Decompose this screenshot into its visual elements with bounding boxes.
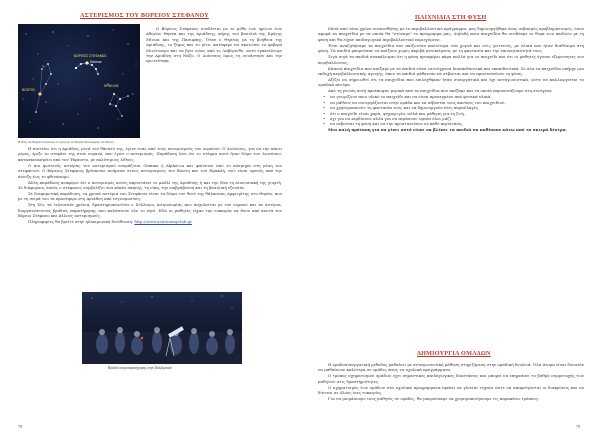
constellation-image — [18, 24, 140, 138]
bold-sentence: Μια καλή πρόταση για να γίνει αυτό είναι να βλέπει τα παιδιά να καθίσουν κάτω από τα σκιερά δέντρα. — [328, 126, 567, 132]
left-page-number: 78 — [18, 424, 23, 429]
info-text: Πληροφορίες θα βρείτε στην ηλεκτρονική διεύθυνση: — [28, 219, 134, 225]
intro-paragraph — [146, 26, 282, 144]
stargazing-caption: Βραδιά αστροπαρατήρησης στην Καλλιμασιά — [108, 366, 172, 370]
bootes-lines — [36, 64, 51, 112]
astronomy-club-link[interactable]: http://www.astronomyclub.gr — [134, 219, 193, 225]
intro-text: Ο Βόρειος Στέφανος συνδέεται με το μύθο των ηρώων των Αθηνών Θησέα και της Αριάδνης, κόρης του βασιλιά της Κρήτης Μίνωα και της Πασιφάης. Όταν ο Θησέας με τη βοήθεια της Αριάδνης, το ξίφος και το μίτο, κατάφερε να σκοτώσει το φοβερό Μινώταυρο και να βγει σώος από το Λαβύρινθο, αυτό εγκατέλειψε την Αριάδνη στη Νάξο. Ο Διόνυσος όμως τη συνάντησε και την ερωτεύτηκε. — [146, 26, 282, 64]
hercules-label: ΗΡΑΚΛΗΣ — [104, 84, 119, 88]
left-paragraph: Άλλη παράδοση αναφέρει ότι ο αστερισμός αυτός παριστάνει το μαλλί της Αριάδνης ή και την ίδια τη Διονυσιακή της γιορτή. Σε διάφορους λαούς ο στέφανος συμβολίζει ένα κύκλο σκηνής, τη νίκη, την επιβράβευση και τη βασιλική εξουσία. — [18, 179, 282, 191]
left-paragraph: Σε διαφορετική παράδοση, τα χρυσά αστέρια του Στεφάνου είναι τα δώρα του θεού της θάλασσας Αμφιτρίτης στο Θησέα, που με τη σειρά του τα προσέφερε στη Αριάδνη από ευγνωμοσύνη. — [18, 191, 282, 202]
right-paragraph: Αξίζει να σημειωθεί ότι τα παιχνίδια που επιλέχθηκαν ήταν συνεργατικά και όχι ανταγωνιστικά, ώστε να καλλιεργείται το ομαδικό πνεύμα. — [318, 77, 584, 88]
team-paragraph: Ο τρόπος σχηματισμού ομάδων έχει σημαντικές παιδαγωγικές διαστάσεις και μπορεί να επηρεάσει το βαθμό συμμετοχής των μαθητών στις δραστηριότητες. — [318, 373, 584, 384]
hercules-lines — [110, 94, 128, 116]
right-body — [318, 26, 584, 345]
left-body — [18, 146, 282, 289]
list-item: • να μάθουν να συνεργάζονται στην ομάδα και να σέβονται τους κανόνες του παιχνιδιού, — [318, 100, 584, 105]
list-item: • να σέβονται τη φύση και να την προστατεύουν σε κάθε περίσταση. — [318, 121, 584, 126]
corona-label: ΒΟΡΕΙΟΣ ΣΤΕΦΑΝΟΣ — [74, 54, 107, 58]
left-paragraph: Η πιστεύω ότι η Αριάδνη, μετά τον θάνατό της, έγινε ένας από τους αστερισμούς του ουρανού. Ο Διόνυσος, για να την κάνει μέρος, έριξε το στεφάνι της στον ουρανό, που έγινε ο αστερισμός. Παράδοση λέει ότι το στέμμα αυτό ήταν δώρο του Διονύσου, κατασκευασμένο από τον Ήφαιστο, με πολύτιμους λίθους. — [18, 146, 282, 162]
list-item: • όχι για να κερδίσουν αλλά για να περάσουν ωραία όλοι μαζί, — [318, 116, 584, 121]
games-goals-list — [318, 94, 584, 126]
bold-paragraph — [318, 127, 584, 132]
list-item: • να χρησιμοποιούν τη φαντασία τους και να δημιουργούν νέες παραλλαγές, — [318, 105, 584, 110]
hercules-stars — [109, 93, 129, 117]
right-paragraph: Έτσι αναζητήσαμε τα παιχνίδια που παίζονταν παλιότερα στα χωριά και στις γειτονιές, με υλικά που ήταν διαθέσιμα στη φύση. Τα παιδιά μπορούσαν να παίξουν χωρίς ακριβά αντικείμενα, με τη φαντασία και την επινοητικότητά τους. — [318, 42, 584, 54]
left-paragraph: Ο πιο φωτεινός αστέρας του αστερισμού ονομάζεται Gemma ή Alphecca και φαίνεται σαν το κόσμημα στη μέση του στεφανιού. Ο Βόρειος Στέφανος βρίσκεται ανάμεσα στους αστερισμούς του Βοώτη και του Ηρακλή, ενώ είναι ορατός από την άνοιξη έως το φθινόπωρο. — [18, 162, 282, 179]
team-creation-body — [318, 362, 584, 422]
right-page-number: 79 — [576, 424, 581, 429]
right-paragraph: Σιγά σιγά τα παιδιά ανακάλυψαν ότι η φύση προσφέρει πάρα πολλά για το παιχνίδι και ότι οι μαθητές έγιναν εξερευνητές του περιβάλλοντος. — [318, 54, 584, 65]
left-paragraph-info — [18, 219, 282, 224]
stargazing-scene — [82, 292, 242, 364]
right-paragraph: Μετά από τόσο χρόνο συναισθήσης με το περιβαλλοντικό πρόγραμμα, μας δημιουργήθηκε ένας σεβασμός προβληματισμός, όσον αφορά τα παιχνίδια με τα οποία θα "ντύναμε" το πρόγραμμα μας. Δηλαδή ποια παιχνίδια θα συνδέαμε το θέμα των παιδιών με τη φύση και θα είχαν παιδαγωγικό περιβαλλοντικό περιεχόμενο. — [318, 26, 584, 42]
right-page — [300, 0, 600, 440]
star-chart — [18, 24, 140, 138]
right-paragraph: Κάποια παιχνίδια που παίξαμε με τα παιδιά είναι ταυτόχρονα διασκεδαστικά και εκπαιδευτικά. Σε όλα τα παιχνίδια υπήρχε μια εκδοχή περιβαλλοντικής αγωγής, όπου τα παιδιά μάθαιναν να σέβονται και να προστατεύουν τη φύση. — [318, 65, 584, 77]
team-paragraph: Η ομαδοσυνεργατική μέθοδος μαθαίνει με ανταγωνιστική μάθηση στηριζόμενη στην ομαδική δουλειά. Όλα άτομα είναι δυνατόν να μαθαίνουν καλύτερα σε ομάδες όπως τα σχολικά προγράμματα. — [318, 362, 584, 373]
bootes-label: ΒΟΩΤΗΣ — [22, 88, 36, 92]
right-page-heading: ΠΑΙΧΝΙΔΙΑ ΣΤΗ ΦΥΣΗ — [415, 14, 487, 21]
constellation-caption: Η θέση του Βορείου Στεφάνου σε σχέση με τα Μεγάλα Αστερισμούς του Βοώτη — [18, 140, 114, 144]
team-paragraph: Ο σχηματισμός των ομάδων στα σχολικά προγράμματα πρέπει να γίνεται τυχαία ώστε να αποφεύγονται οι διακρίσεις και να δίνεται σε όλους ίσες ευκαιρίες. — [318, 384, 584, 396]
list-item: • να γνωρίζουν ποιο υλικό το παιχνίδι και να είναι προσεγμένο από φυσικά υλικά, — [318, 94, 584, 99]
list-item: • ότι ο παιχνίδι είναι χαρά, ψυχαγωγία, αλλά και μάθηση για τη ζωή, — [318, 111, 584, 116]
team-paragraph: Για να μοιράσουμε τους μαθητές σε ομάδες, θα μπορούσαμε να χρησιμοποιήσουμε τις παρακάτω τρόπους: — [328, 396, 540, 402]
left-paragraph: Στη Χίο, τα τελευταία χρόνια, δραστηριοποιείται ο Σύλλογος Αστρονομίας που ασχολείται με τον ουρανό και τα αστέρια, διοργανώνοντας βραδιές παρατήρησης που καλύπτουν όλο το νησί. Εδώ οι μαθητές είχαν την ευκαιρία να δουν από κοντά τον Βόρειο Στέφανο και άλλους αστερισμούς. — [18, 202, 282, 219]
right-paragraph: Από τη γνώση αυτή προέκυψαν μερικά από τα παιχνίδια που παίξαμε και τα οποία παρουσιάζουμε στη συνέχεια: — [328, 88, 553, 94]
left-page-heading: ΑΣΤΕΡΙΣΜΟΣ ΤΟΥ ΒΟΡΕΙΟΥ ΣΤΕΦΑΝΟΥ — [80, 12, 209, 19]
team-creation-heading: ΔΗΜΙΟΥΡΓΙΑ ΟΜΑΔΩΝ — [417, 350, 491, 357]
gemma-label: Gemma — [90, 60, 102, 64]
stargazing-photo — [82, 292, 242, 364]
corona-borealis-lines — [76, 63, 98, 74]
